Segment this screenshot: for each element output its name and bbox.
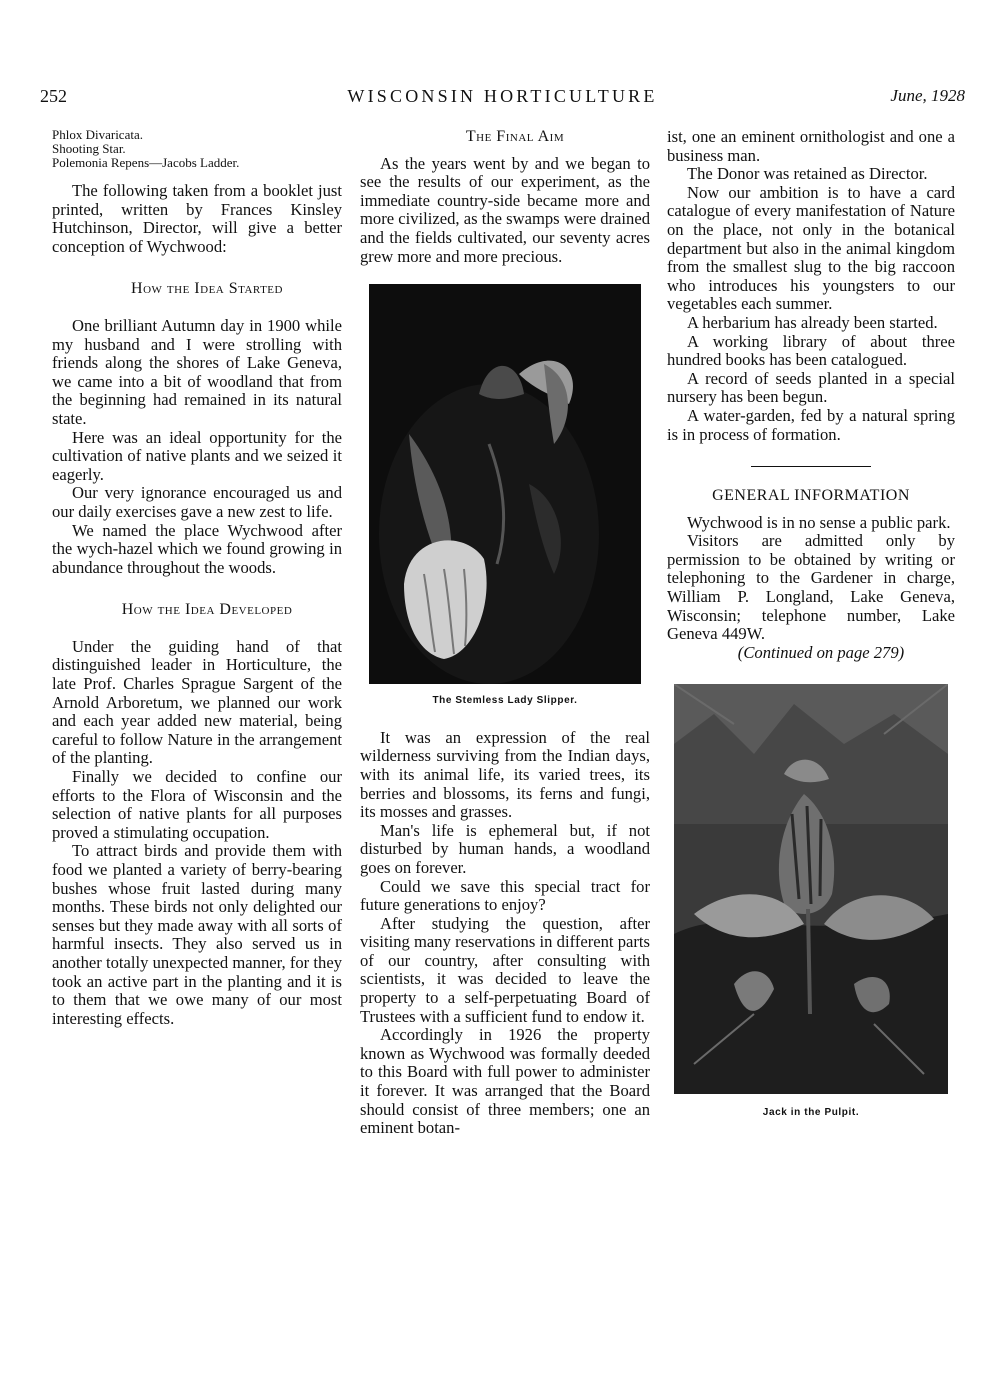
paragraph: Under the guiding hand of that distinguished leader in Horticulture, the late Prof. Charles Sprague Sargent of the Arnold Arboretum, we planned our work and each year added new material, being careful to follow Nature in the arrangement of the planting. [52,636,342,768]
paragraph: To attract birds and provide them with food we planted a variety of berry-bearing bushes whose fruit lasted during many months. These birds not only delighted our senses but they made away with all sorts of harmful insects. They also served us in another totally unexpected manner, for they took an active part in the planting and it is to them that we owe many of our most interesting effects. [52,841,342,1028]
photo-caption: The Stemless Lady Slipper. [432,695,578,707]
paragraph: Our very ignorance encouraged us and our daily exercises gave a new zest to life. [52,483,342,521]
continued-note: (Continued on page 279) [737,642,905,662]
column-3 [667,128,955,1123]
plant-list-item: Phlox Divaricata. [52,127,143,142]
intro-paragraph: The following taken from a booklet just printed, written by Frances Kinsley Hutchinson, Director, will give a better conception of Wychwood: [52,181,342,256]
section-heading-developed: How the Idea Developed [121,601,293,619]
plant-list-item: Polemonia Repens—Jacobs Ladder. [52,155,240,170]
plant-list [52,128,342,170]
paragraph: One brilliant Autumn day in 1900 while my husband and I were strolling with friends along the shores of Lake Geneva, we came into a bit of woodland that from the beginning had remained in its natural state. [52,315,342,428]
paragraph: After studying the question, after visiting many reservations in different parts of our country, after consulting with scientists, it was decided to leave the property to a self-perpetuating Board of Trustees with a sufficient fund to endow it. [360,913,650,1026]
paragraph: Now our ambition is to have a card catalogue of every manifestation of Nature on the place, not only in the botanical department but also in the animal kingdom from the smallest slug to the big raccoon who introduces his youngsters to our vegetables each summer. [667,182,955,314]
continued-paragraph: ist, one an eminent ornithologist and one a business man. [667,127,955,165]
publication-title: WISCONSIN HORTICULTURE [347,86,658,106]
paragraph: Wychwood is in no sense a public park. [687,512,951,532]
section-divider [751,466,871,467]
paragraph: Could we save this special tract for future generations to enjoy? [360,876,650,915]
paragraph: As the years went by and we began to see the results of our experiment, as the immediate country-side became more and more civilized, as the swamps were drained and the fields cultivated, our seventy acres grew more and more precious. [360,153,650,266]
paragraph: Visitors are admitted only by permission to be obtained by writing or telephoning to the Gardener in charge, William P. Longland, Lake Geneva, Wisconsin; telephone number, Lake Geneva 449W. [667,531,955,644]
running-header [40,86,965,114]
paragraph: We named the place Wychwood after the wych-hazel which we found growing in abundance throughout the woods. [52,520,342,577]
paragraph: The Donor was retained as Director. [687,164,928,184]
page-number: 252 [40,86,67,106]
general-information-heading: GENERAL INFORMATION [712,487,910,505]
paragraph: Accordingly in 1926 the property known as Wychwood was formally deeded to this Board with full power to administer it forever. It was arranged that the Board should consist of three members; one an eminent botan- [360,1025,650,1138]
column-2 [360,128,650,1138]
paragraph: A water-garden, fed by a natural spring is in process of formation. [667,405,955,444]
photo-caption: Jack in the Pulpit. [762,1107,860,1119]
paragraph: Man's life is ephemeral but, if not disturbed by human hands, a woodland goes on forever. [360,820,650,877]
paragraph: A working library of about three hundred books has been catalogued. [667,331,955,370]
column-1 [52,128,342,1028]
paragraph: Finally we decided to confine our efforts to the Flora of Wisconsin and the selection of native plants for all purposes proved a stimulating occupation. [52,767,342,842]
paragraph: It was an expression of the real wilderness surviving from the Indian days, with its animal life, its varied trees, its berries and blossoms, its ferns and fungi, its mosses and grasses. [360,727,650,822]
paragraph: Here was an ideal opportunity for the cultivation of native plants and we seized it eagerly. [52,427,342,484]
jack-in-the-pulpit-photo [674,684,948,1094]
paragraph: A record of seeds planted in a special nursery has been begun. [667,368,955,407]
plant-list-item: Shooting Star. [52,141,126,156]
lady-slipper-photo [369,284,641,684]
issue-date: June, 1928 [890,86,965,105]
section-heading-started: How the Idea Started [131,280,283,298]
paragraph: A herbarium has already been started. [687,312,938,332]
section-heading-final-aim: The Final Aim [465,128,565,145]
